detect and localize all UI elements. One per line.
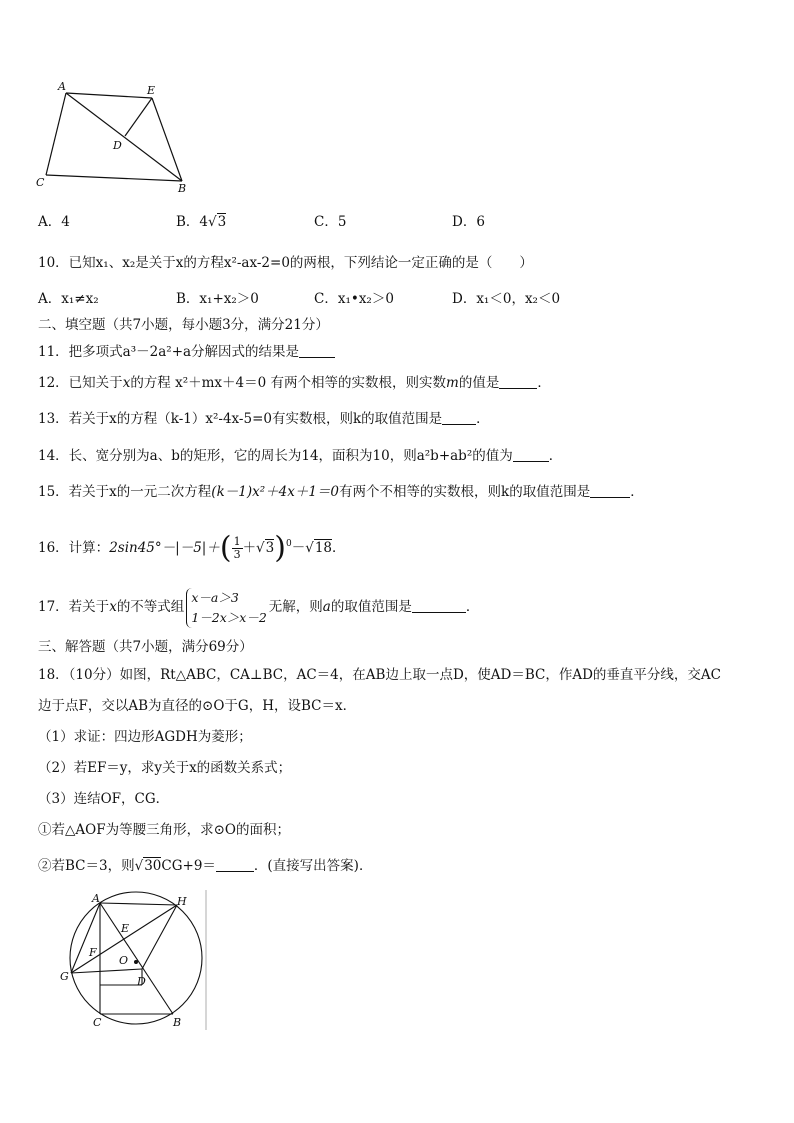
q15-prefix: 15．若关于x的一元二次方程 — [38, 484, 212, 500]
q10-option-c: C．x₁•x₂＞0 — [314, 291, 394, 307]
segment-ed — [125, 98, 152, 136]
q10-option-a: A．x₁≠x₂ — [38, 291, 99, 307]
label-o: O — [119, 954, 129, 967]
segment-ac — [46, 93, 66, 175]
q16-radicand-3: 3 — [265, 540, 275, 556]
label-a: A — [58, 80, 66, 93]
q12-mid: 的方程 x²＋mx＋4＝0 有两个相等的实数根，则实数 — [130, 375, 447, 391]
q11-answer-blank — [299, 345, 335, 358]
segment-eb — [152, 98, 182, 181]
q17 — [38, 585, 479, 629]
section-fill-in-heading: 二、填空题（共7小题，每小题3分，满分21分） — [38, 317, 329, 333]
q17-after: 无解，则 — [268, 599, 323, 615]
q13-answer-blank — [442, 412, 476, 425]
section-solutions-heading: 三、解答题（共7小题，满分69分） — [38, 639, 253, 655]
label-a: A — [92, 892, 100, 905]
label-b: B — [173, 1016, 182, 1029]
q12-prefix: 12．已知关于 — [38, 375, 123, 391]
q12 — [38, 374, 551, 392]
q16-part1: 2sin45°－|－5|＋ — [109, 540, 220, 556]
label-b: B — [178, 182, 187, 195]
q18-part3b-prefix: ②若BC＝3，则 — [38, 858, 135, 874]
label-g: G — [60, 970, 69, 983]
q14-text: 14．长、宽分别为a、b的矩形，它的周长为14，面积为10，则a²b+ab²的值为 — [38, 448, 513, 464]
q16-minus: － — [291, 540, 306, 556]
q18-part3a: ①若△AOF为等腰三角形，求⊙O的面积； — [38, 822, 290, 838]
q17-suffix: 的取值范围是 — [330, 599, 412, 615]
center-point-o — [134, 960, 138, 964]
q17-inequality-1: x－a＞3 — [191, 589, 239, 605]
q15-end: ． — [630, 484, 644, 500]
label-e: E — [121, 922, 130, 935]
q11-text: 11．把多项式a³－2a²+a分解因式的结果是 — [38, 344, 300, 360]
q18-line1: 18．（10分）如图，Rt△ABC，CA⊥BC，AC＝4，在AB边上取一点D，使AD＝BC，作AD的垂直平分线，交AC — [38, 667, 721, 683]
label-d: D — [113, 139, 122, 152]
segment-ae — [66, 93, 152, 98]
q17-var-x: x — [109, 599, 117, 615]
q13 — [38, 410, 490, 428]
q18-answer-blank — [216, 859, 254, 872]
q17-end: ． — [465, 599, 480, 615]
q15-equation: (k－1)x²＋4x＋1＝0 — [211, 484, 340, 500]
q16-prefix: 16．计算： — [38, 540, 110, 556]
segment-hd — [142, 905, 177, 969]
q9-option-b-prefix: B．4 — [176, 214, 209, 230]
q16-radicand-18: 18 — [314, 540, 333, 556]
q9-option-b: B．4√3 — [176, 214, 227, 230]
q13-text: 13．若关于x的方程（k-1）x²-4x-5=0有实数根，则k的取值范围是 — [38, 411, 443, 427]
segment-ab — [66, 93, 182, 181]
q15-answer-blank — [590, 485, 630, 498]
q17-var-a: a — [322, 599, 331, 615]
q15-suffix: 有两个不相等的实数根，则k的取值范围是 — [339, 484, 591, 500]
q17-inequality-system — [186, 588, 266, 628]
label-f: F — [89, 946, 97, 959]
q11 — [38, 343, 335, 361]
segment-ah — [100, 903, 177, 905]
q9-option-a: A．4 — [38, 214, 70, 230]
q17-answer-blank — [412, 600, 466, 613]
q9-option-d: D．6 — [452, 214, 485, 230]
label-c: C — [93, 1016, 102, 1029]
q10-option-b: B．x₁+x₂＞0 — [176, 291, 259, 307]
segment-ab — [100, 903, 173, 1014]
q12-answer-blank — [499, 376, 537, 389]
label-d: D — [137, 975, 146, 988]
q10-option-d: D．x₁＜0，x₂＜0 — [452, 291, 561, 307]
q18-part3b-suffix: ．(直接写出答案)． — [253, 858, 373, 874]
q16: 16．计算：2sin45°－|－5|＋( $\frac{1}{3}$ ＋√3)$^0$－√18． — [38, 530, 346, 566]
q9-option-b-radicand: 3 — [217, 214, 227, 230]
segment-gd — [71, 969, 142, 973]
label-h: H — [177, 895, 187, 908]
label-c: C — [36, 176, 45, 189]
q13-end: ． — [476, 411, 490, 427]
figure-quadrilateral — [30, 78, 200, 198]
q14-answer-blank — [513, 449, 549, 462]
q17-inequality-2: 1－2x＞x－2 — [191, 609, 267, 625]
q17-prefix: 17．若关于 — [38, 599, 110, 615]
q9-option-c: C．5 — [314, 214, 347, 230]
q16-exponent: 0 — [285, 539, 292, 549]
q18-part3b-mid: CG+9＝ — [161, 858, 216, 874]
q15 — [38, 483, 644, 501]
segment-ag — [71, 903, 100, 973]
q16-fraction: $\frac{1}{3}$ — [233, 535, 241, 561]
q16-end: ． — [332, 540, 346, 556]
q17-mid: 的不等式组 — [116, 599, 185, 615]
label-e: E — [147, 84, 156, 97]
q12-var-m: m — [446, 375, 459, 391]
q12-var-x: x — [122, 375, 131, 391]
q18-line2: 边于点F，交以AB为直径的⊙O于G，H，设BC＝x． — [38, 698, 357, 714]
q18-part1: （1）求证：四边形AGDH为菱形； — [38, 729, 252, 745]
q10-stem: 10．已知x₁、x₂是关于x的方程x²-ax-2=0的两根，下列结论一定正确的是（ ） — [38, 255, 533, 271]
q12-suffix: 的值是 — [458, 375, 500, 391]
q18-part3b-radicand: 30 — [144, 858, 162, 874]
q18-part2: （2）若EF＝y，求y关于x的函数关系式； — [38, 760, 292, 776]
q14-end: ． — [548, 448, 563, 464]
q18-part3b: ②若BC＝3，则√30CG+9＝ ．(直接写出答案)． — [38, 858, 373, 874]
segment-cb — [46, 175, 182, 181]
q14 — [38, 447, 562, 465]
q18-part3: （3）连结OF，CG． — [38, 791, 170, 807]
q12-end: ． — [537, 375, 551, 391]
figure-circle — [55, 890, 215, 1040]
